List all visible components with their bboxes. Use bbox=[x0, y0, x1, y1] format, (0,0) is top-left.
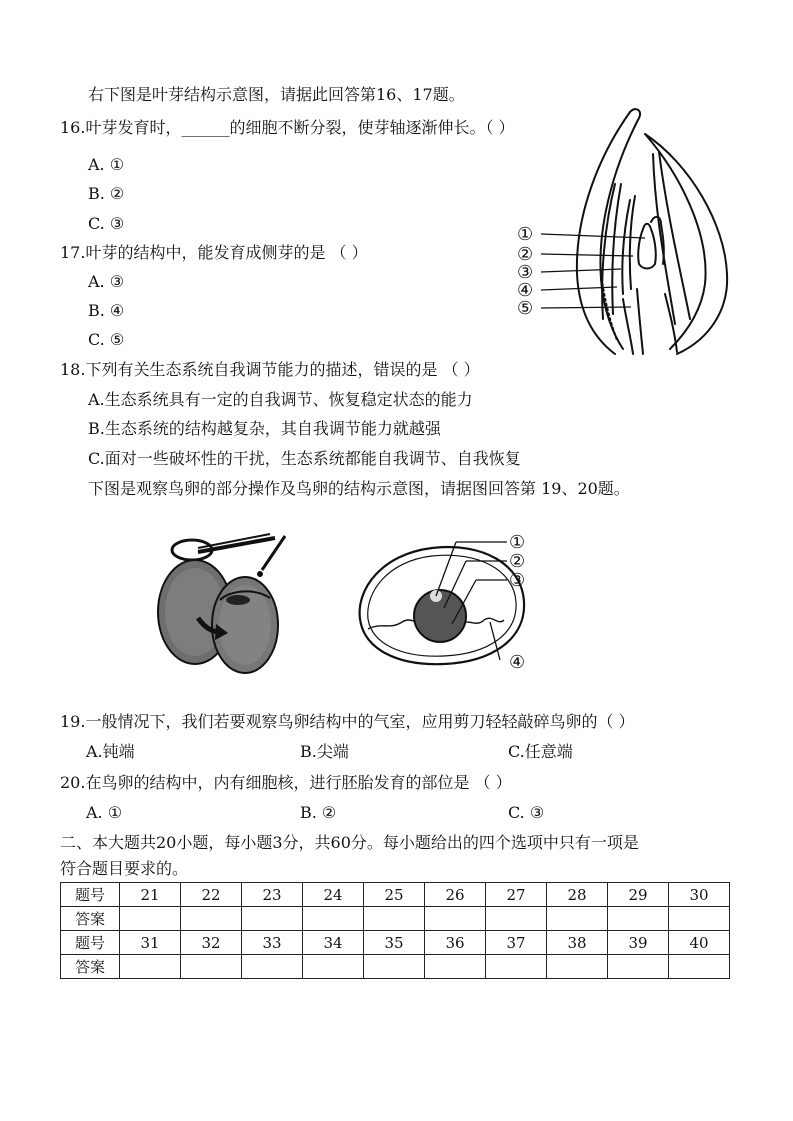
answer-cell[interactable] bbox=[120, 907, 181, 931]
q18-option-c: C.面对一些破坏性的干扰，生态系统都能自我调节、自我恢复 bbox=[88, 449, 521, 468]
q18-option-a: A.生态系统具有一定的自我调节、恢复稳定状态的能力 bbox=[88, 390, 473, 409]
egg-label-1: ① bbox=[509, 532, 526, 553]
question-number-cell: 22 bbox=[181, 883, 242, 907]
table-row bbox=[61, 931, 730, 955]
egg-structure-diagram bbox=[352, 534, 542, 674]
question-number-cell: 28 bbox=[547, 883, 608, 907]
question-number-cell: 25 bbox=[364, 883, 425, 907]
question-19-stem: 19.一般情况下，我们若要观察鸟卵结构中的气室，应用剪刀轻轻敲碎鸟卵的（ ） bbox=[60, 712, 635, 731]
answer-cell[interactable] bbox=[425, 907, 486, 931]
question-16-stem: 16.叶芽发育时，______的细胞不断分裂，使芽轴逐渐伸长。（ ） bbox=[60, 118, 515, 137]
bud-label-3: ③ bbox=[517, 262, 534, 283]
section-2-instruction-line-2: 符合题目要求的。 bbox=[60, 859, 189, 878]
question-number-cell: 23 bbox=[242, 883, 303, 907]
bud-label-5: ⑤ bbox=[517, 298, 534, 319]
q20-option-b: B. ② bbox=[300, 803, 337, 822]
question-number-cell: 24 bbox=[303, 883, 364, 907]
q17-option-a: A. ③ bbox=[88, 272, 125, 291]
table-row bbox=[61, 955, 730, 979]
answer-cell[interactable] bbox=[669, 955, 730, 979]
answer-cell[interactable] bbox=[608, 955, 669, 979]
question-18-stem: 18.下列有关生态系统自我调节能力的描述，错误的是 （ ） bbox=[60, 360, 480, 379]
question-20-stem: 20.在鸟卵的结构中，内有细胞核，进行胚胎发育的部位是 （ ） bbox=[60, 773, 512, 792]
answer-cell[interactable] bbox=[547, 955, 608, 979]
answer-cell[interactable] bbox=[486, 907, 547, 931]
answer-cell[interactable] bbox=[364, 955, 425, 979]
answer-cell[interactable] bbox=[547, 907, 608, 931]
answer-cell[interactable] bbox=[669, 907, 730, 931]
question-number-cell: 27 bbox=[486, 883, 547, 907]
section-2-instruction-line-1: 二、本大题共20小题，每小题3分，共60分。每小题给出的四个选项中只有一项是 bbox=[60, 833, 639, 852]
q18-option-b: B.生态系统的结构越复杂，其自我调节能力就越强 bbox=[88, 419, 441, 438]
q20-option-a: A. ① bbox=[86, 803, 123, 822]
row-label-answer: 答案 bbox=[61, 955, 120, 979]
question-number-cell: 21 bbox=[120, 883, 181, 907]
bud-label-4: ④ bbox=[517, 280, 534, 301]
question-number-cell: 34 bbox=[303, 931, 364, 955]
question-number-cell: 30 bbox=[669, 883, 730, 907]
egg-label-4: ④ bbox=[509, 652, 526, 673]
q17-option-b: B. ④ bbox=[88, 301, 125, 320]
q19-option-a: A.钝端 bbox=[86, 742, 135, 761]
answer-cell[interactable] bbox=[242, 907, 303, 931]
answer-cell[interactable] bbox=[242, 955, 303, 979]
answer-cell[interactable] bbox=[181, 907, 242, 931]
question-number-cell: 40 bbox=[669, 931, 730, 955]
leaf-bud-diagram bbox=[505, 104, 735, 356]
answer-cell[interactable] bbox=[303, 907, 364, 931]
question-number-cell: 37 bbox=[486, 931, 547, 955]
q20-option-c: C. ③ bbox=[508, 803, 545, 822]
answer-cell[interactable] bbox=[425, 955, 486, 979]
question-number-cell: 33 bbox=[242, 931, 303, 955]
q16-option-a: A. ① bbox=[88, 155, 125, 174]
question-number-cell: 29 bbox=[608, 883, 669, 907]
answer-cell[interactable] bbox=[608, 907, 669, 931]
question-number-cell: 35 bbox=[364, 931, 425, 955]
answer-cell[interactable] bbox=[181, 955, 242, 979]
row-label-answer: 答案 bbox=[61, 907, 120, 931]
row-label-number: 题号 bbox=[61, 931, 120, 955]
q19-option-c: C.任意端 bbox=[508, 742, 573, 761]
intro-16-17: 右下图是叶芽结构示意图，请据此回答第16、17题。 bbox=[88, 85, 465, 104]
question-number-cell: 36 bbox=[425, 931, 486, 955]
question-17-stem: 17.叶芽的结构中，能发育成侧芽的是 （ ） bbox=[60, 243, 368, 262]
row-label-number: 题号 bbox=[61, 883, 120, 907]
answer-cell[interactable] bbox=[120, 955, 181, 979]
egg-label-3: ③ bbox=[509, 570, 526, 591]
answer-table bbox=[60, 882, 730, 979]
table-row bbox=[61, 907, 730, 931]
answer-cell[interactable] bbox=[303, 955, 364, 979]
question-number-cell: 31 bbox=[120, 931, 181, 955]
table-row bbox=[61, 883, 730, 907]
q16-option-b: B. ② bbox=[88, 184, 125, 203]
question-number-cell: 38 bbox=[547, 931, 608, 955]
q16-option-c: C. ③ bbox=[88, 214, 125, 233]
q17-option-c: C. ⑤ bbox=[88, 330, 125, 349]
question-number-cell: 26 bbox=[425, 883, 486, 907]
question-number-cell: 32 bbox=[181, 931, 242, 955]
answer-cell[interactable] bbox=[364, 907, 425, 931]
bud-label-1: ① bbox=[517, 224, 534, 245]
egg-label-2: ② bbox=[509, 551, 526, 572]
q19-option-b: B.尖端 bbox=[300, 742, 349, 761]
intro-19-20: 下图是观察鸟卵的部分操作及鸟卵的结构示意图，请据图回答第 19、20题。 bbox=[88, 479, 630, 498]
egg-operation-drawing bbox=[150, 530, 310, 670]
bud-label-2: ② bbox=[517, 244, 534, 265]
answer-cell[interactable] bbox=[486, 955, 547, 979]
question-number-cell: 39 bbox=[608, 931, 669, 955]
